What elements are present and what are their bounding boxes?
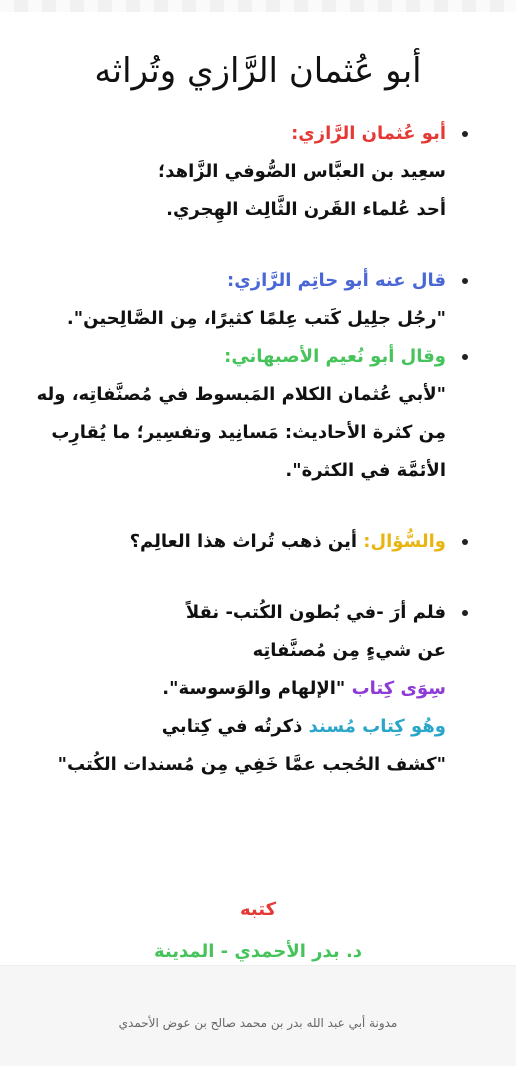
section-answer [14,594,446,784]
body-text: عن شيءٍ مِن مُصنَّفاتِه [252,640,446,661]
signature-block [0,891,516,971]
author-book-title: "كشف الحُجب عمَّا خَفِي مِن مُسندات الكُتب" [57,754,446,775]
section-line [14,632,446,670]
bullet-dot [462,131,468,137]
post-title: أبو عُثمان الرَّازي وتُراثه [94,51,422,91]
musnad-label: وهُو كِتاب مُسند [308,716,446,737]
section-line [14,376,446,414]
question-text: أين ذهب تُراث هذا العالِم؟ [129,531,364,552]
quote-text: "رجُل جلِيل كَتب عِلمًا كثيرًا، مِن الصَّالِحين". [66,308,446,329]
section-intro [14,115,446,229]
heading-abu-nuaim: وقال أبو نُعيم الأصبهاني: [224,346,446,367]
section-line [14,115,446,153]
bullet-dot [462,278,468,284]
section-line [14,670,446,708]
footer-blog-name: مدونة أبي عبد الله بدر بن محمد صالح بن عوض الأحمدي [118,1016,398,1030]
section-line [14,594,446,632]
quote-text: مِن كثرة الأحاديث: مَسانِيد وتفسِير؛ ما يُقارِب [51,422,446,443]
body-text: سعِيد بن العبَّاس الصُّوفي الزَّاهد؛ [158,161,446,182]
section-line [14,338,446,376]
post-sections [14,115,446,784]
question-label: والسُّؤال: [363,531,446,552]
body-text: أحد عُلماء القَرن الثَّالِث الهِجري. [166,199,446,220]
quote-text: الأئمَّة في الكثرة". [285,460,446,481]
heading-abu-hatim: قال عنه أبو حاتِم الرَّازي: [227,270,446,291]
section-abu-nuaim [14,338,446,490]
blog-post [0,12,516,965]
bullet-dot [462,354,468,360]
section-line [14,262,446,300]
heading-abu-uthman: أبو عُثمان الرَّازي: [291,123,446,144]
bullet-dot [462,539,468,545]
section-line [14,153,446,191]
book-label: سِوَى كِتاب [351,678,446,699]
section-line [14,414,446,452]
signature-name: د. بدر الأحمدي - المدينة [153,941,363,962]
section-line [14,523,446,561]
section-line [14,300,446,338]
body-text: ذكرتُه في كِتابي [161,716,309,737]
bullet-dot [462,610,468,616]
book-title: "الإلهام والوَسوسة". [162,678,352,699]
section-line [14,452,446,490]
blog-footer [0,965,516,1066]
body-text: فلم أرَ -في بُطون الكُتب- نقلاً [185,602,446,623]
signature-label: كتبه [239,899,277,920]
section-question [14,523,446,561]
section-abu-hatim [14,262,446,338]
quote-text: "لأبي عُثمان الكلام المَبسوط في مُصنَّفاتِه، وله [36,384,446,405]
section-line [14,746,446,784]
section-line [14,708,446,746]
section-line [14,191,446,229]
